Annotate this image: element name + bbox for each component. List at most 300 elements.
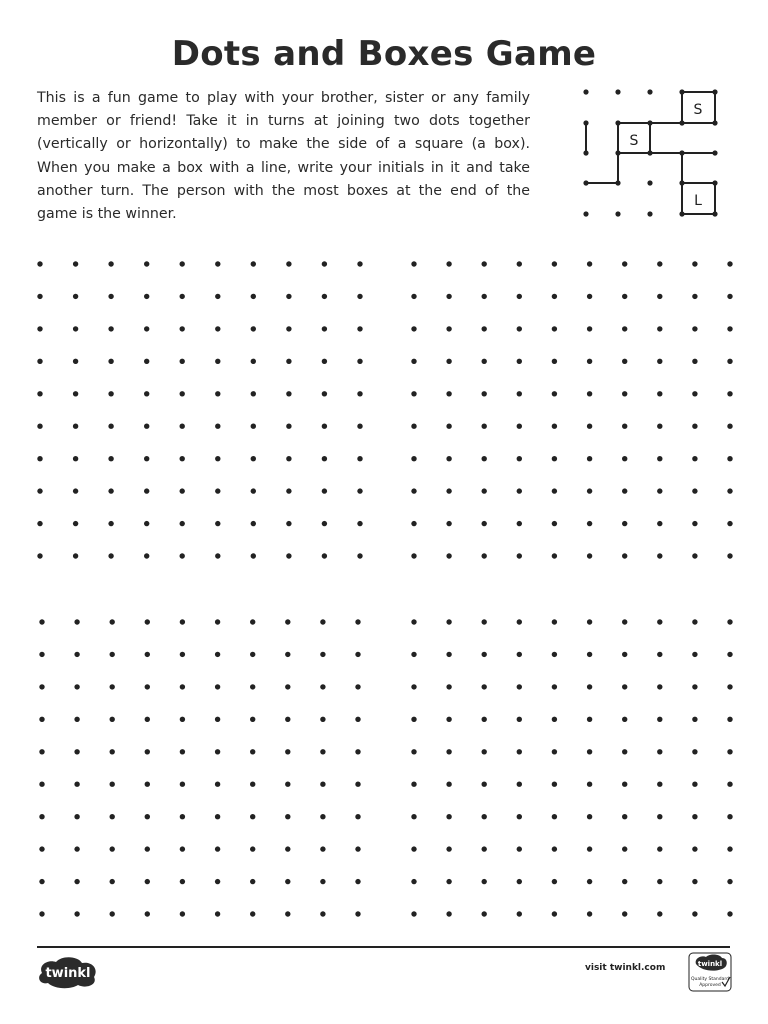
grid-dot[interactable] [482, 359, 487, 364]
grid-dot[interactable] [727, 911, 732, 916]
grid-dot[interactable] [215, 619, 220, 624]
grid-dot[interactable] [180, 879, 185, 884]
grid-dot[interactable] [692, 749, 697, 754]
grid-dot[interactable] [657, 749, 662, 754]
grid-dot[interactable] [74, 814, 79, 819]
grid-dot[interactable] [727, 488, 732, 493]
grid-dot[interactable] [357, 424, 362, 429]
grid-dot[interactable] [657, 553, 662, 558]
grid-dot[interactable] [357, 521, 362, 526]
grid-dot[interactable] [622, 749, 627, 754]
grid-dot[interactable] [108, 391, 113, 396]
grid-dot[interactable] [285, 846, 290, 851]
grid-dot[interactable] [552, 261, 557, 266]
grid-dot[interactable] [108, 553, 113, 558]
grid-dot[interactable] [251, 261, 256, 266]
grid-dot[interactable] [657, 521, 662, 526]
grid-dot[interactable] [215, 684, 220, 689]
grid-dot[interactable] [727, 782, 732, 787]
grid-dot[interactable] [657, 456, 662, 461]
grid-dot[interactable] [411, 488, 416, 493]
grid-dot[interactable] [144, 326, 149, 331]
grid-dot[interactable] [180, 261, 185, 266]
grid-dot[interactable] [482, 294, 487, 299]
grid-dot[interactable] [215, 749, 220, 754]
grid-dot[interactable] [37, 359, 42, 364]
grid-dot[interactable] [552, 814, 557, 819]
grid-dot[interactable] [355, 782, 360, 787]
grid-dot[interactable] [587, 652, 592, 657]
grid-dot[interactable] [482, 261, 487, 266]
grid-dot[interactable] [108, 261, 113, 266]
grid-dot[interactable] [587, 814, 592, 819]
grid-dot[interactable] [251, 391, 256, 396]
grid-dot[interactable] [727, 261, 732, 266]
grid-dot[interactable] [250, 879, 255, 884]
grid-dot[interactable] [251, 521, 256, 526]
grid-dot[interactable] [482, 782, 487, 787]
grid-dot[interactable] [144, 521, 149, 526]
grid-dot[interactable] [39, 782, 44, 787]
grid-dot[interactable] [727, 749, 732, 754]
grid-dot[interactable] [517, 684, 522, 689]
grid-dot[interactable] [74, 846, 79, 851]
grid-dot[interactable] [552, 359, 557, 364]
grid-dot[interactable] [517, 326, 522, 331]
grid-dot[interactable] [74, 717, 79, 722]
grid-dot[interactable] [215, 911, 220, 916]
grid-dot[interactable] [482, 749, 487, 754]
grid-dot[interactable] [657, 846, 662, 851]
grid-dot[interactable] [517, 359, 522, 364]
grid-dot[interactable] [73, 359, 78, 364]
grid-dot[interactable] [74, 782, 79, 787]
grid-dot[interactable] [39, 846, 44, 851]
grid-dot[interactable] [322, 391, 327, 396]
grid-dot[interactable] [692, 488, 697, 493]
grid-dot[interactable] [110, 717, 115, 722]
grid-dot[interactable] [144, 488, 149, 493]
grid-dot[interactable] [145, 619, 150, 624]
grid-dot[interactable] [446, 846, 451, 851]
grid-dot[interactable] [286, 553, 291, 558]
grid-dot[interactable] [74, 619, 79, 624]
grid-dot[interactable] [727, 814, 732, 819]
grid-dot[interactable] [108, 359, 113, 364]
grid-dot[interactable] [552, 879, 557, 884]
grid-dot[interactable] [250, 846, 255, 851]
grid-dot[interactable] [482, 326, 487, 331]
grid-dot[interactable] [482, 391, 487, 396]
grid-dot[interactable] [446, 326, 451, 331]
grid-dot[interactable] [657, 879, 662, 884]
grid-dot[interactable] [108, 456, 113, 461]
grid-dot[interactable] [587, 391, 592, 396]
grid-dot[interactable] [286, 424, 291, 429]
grid-dot[interactable] [73, 456, 78, 461]
grid-dot[interactable] [692, 261, 697, 266]
grid-dot[interactable] [622, 521, 627, 526]
grid-dot[interactable] [108, 294, 113, 299]
grid-dot[interactable] [322, 261, 327, 266]
grid-dot[interactable] [411, 456, 416, 461]
grid-dot[interactable] [517, 391, 522, 396]
grid-dot[interactable] [622, 879, 627, 884]
grid-dot[interactable] [517, 749, 522, 754]
grid-dot[interactable] [180, 846, 185, 851]
grid-dot[interactable] [322, 359, 327, 364]
grid-dot[interactable] [446, 391, 451, 396]
grid-dot[interactable] [73, 391, 78, 396]
grid-dot[interactable] [692, 782, 697, 787]
grid-dot[interactable] [74, 911, 79, 916]
grid-dot[interactable] [110, 814, 115, 819]
grid-dot[interactable] [552, 846, 557, 851]
grid-dot[interactable] [251, 294, 256, 299]
grid-dot[interactable] [727, 521, 732, 526]
grid-dot[interactable] [180, 553, 185, 558]
grid-dot[interactable] [482, 456, 487, 461]
grid-dot[interactable] [517, 879, 522, 884]
grid-dot[interactable] [37, 326, 42, 331]
grid-dot[interactable] [482, 814, 487, 819]
grid-dot[interactable] [727, 326, 732, 331]
grid-dot[interactable] [39, 619, 44, 624]
grid-dot[interactable] [517, 488, 522, 493]
grid-dot[interactable] [517, 521, 522, 526]
grid-dot[interactable] [727, 553, 732, 558]
grid-dot[interactable] [411, 391, 416, 396]
grid-dot[interactable] [482, 717, 487, 722]
grid-dot[interactable] [587, 294, 592, 299]
grid-dot[interactable] [622, 359, 627, 364]
grid-dot[interactable] [355, 846, 360, 851]
grid-dot[interactable] [250, 619, 255, 624]
grid-dot[interactable] [622, 717, 627, 722]
grid-dot[interactable] [411, 749, 416, 754]
grid-dot[interactable] [110, 619, 115, 624]
grid-dot[interactable] [517, 814, 522, 819]
grid-dot[interactable] [251, 424, 256, 429]
grid-dot[interactable] [446, 488, 451, 493]
grid-dot[interactable] [482, 619, 487, 624]
grid-dot[interactable] [145, 814, 150, 819]
grid-dot[interactable] [411, 911, 416, 916]
grid-dot[interactable] [286, 521, 291, 526]
grid-dot[interactable] [39, 879, 44, 884]
grid-dot[interactable] [250, 782, 255, 787]
grid-dot[interactable] [411, 261, 416, 266]
grid-dot[interactable] [322, 326, 327, 331]
grid-dot[interactable] [215, 294, 220, 299]
grid-dot[interactable] [657, 261, 662, 266]
grid-dot[interactable] [692, 619, 697, 624]
grid-dot[interactable] [108, 326, 113, 331]
grid-dot[interactable] [446, 717, 451, 722]
grid-dot[interactable] [110, 782, 115, 787]
grid-dot[interactable] [250, 749, 255, 754]
dot-grid-top-right[interactable] [404, 254, 740, 566]
grid-dot[interactable] [411, 879, 416, 884]
grid-dot[interactable] [286, 294, 291, 299]
grid-dot[interactable] [692, 846, 697, 851]
grid-dot[interactable] [215, 326, 220, 331]
grid-dot[interactable] [357, 456, 362, 461]
grid-dot[interactable] [587, 782, 592, 787]
grid-dot[interactable] [322, 488, 327, 493]
grid-dot[interactable] [357, 326, 362, 331]
grid-dot[interactable] [145, 846, 150, 851]
grid-dot[interactable] [37, 456, 42, 461]
grid-dot[interactable] [727, 879, 732, 884]
grid-dot[interactable] [320, 652, 325, 657]
grid-dot[interactable] [622, 488, 627, 493]
grid-dot[interactable] [446, 424, 451, 429]
grid-dot[interactable] [355, 879, 360, 884]
grid-dot[interactable] [411, 553, 416, 558]
grid-dot[interactable] [37, 521, 42, 526]
grid-dot[interactable] [144, 456, 149, 461]
grid-dot[interactable] [622, 456, 627, 461]
grid-dot[interactable] [286, 261, 291, 266]
grid-dot[interactable] [411, 684, 416, 689]
grid-dot[interactable] [285, 879, 290, 884]
grid-dot[interactable] [727, 684, 732, 689]
grid-dot[interactable] [320, 846, 325, 851]
grid-dot[interactable] [657, 359, 662, 364]
grid-dot[interactable] [692, 456, 697, 461]
grid-dot[interactable] [215, 391, 220, 396]
grid-dot[interactable] [285, 684, 290, 689]
grid-dot[interactable] [180, 294, 185, 299]
grid-dot[interactable] [657, 488, 662, 493]
grid-dot[interactable] [517, 652, 522, 657]
grid-dot[interactable] [692, 652, 697, 657]
grid-dot[interactable] [552, 749, 557, 754]
grid-dot[interactable] [692, 521, 697, 526]
grid-dot[interactable] [517, 294, 522, 299]
grid-dot[interactable] [587, 879, 592, 884]
grid-dot[interactable] [286, 488, 291, 493]
grid-dot[interactable] [180, 782, 185, 787]
grid-dot[interactable] [180, 326, 185, 331]
grid-dot[interactable] [180, 619, 185, 624]
grid-dot[interactable] [285, 814, 290, 819]
grid-dot[interactable] [622, 652, 627, 657]
grid-dot[interactable] [657, 911, 662, 916]
grid-dot[interactable] [250, 814, 255, 819]
grid-dot[interactable] [482, 424, 487, 429]
grid-dot[interactable] [411, 326, 416, 331]
grid-dot[interactable] [215, 261, 220, 266]
grid-dot[interactable] [517, 456, 522, 461]
grid-dot[interactable] [285, 911, 290, 916]
visit-link[interactable]: visit twinkl.com [585, 963, 666, 973]
grid-dot[interactable] [552, 652, 557, 657]
grid-dot[interactable] [73, 424, 78, 429]
grid-dot[interactable] [357, 294, 362, 299]
grid-dot[interactable] [320, 879, 325, 884]
grid-dot[interactable] [355, 684, 360, 689]
grid-dot[interactable] [37, 261, 42, 266]
grid-dot[interactable] [587, 326, 592, 331]
grid-dot[interactable] [145, 879, 150, 884]
grid-dot[interactable] [37, 294, 42, 299]
grid-dot[interactable] [657, 326, 662, 331]
grid-dot[interactable] [145, 652, 150, 657]
grid-dot[interactable] [446, 294, 451, 299]
grid-dot[interactable] [587, 456, 592, 461]
grid-dot[interactable] [446, 359, 451, 364]
grid-dot[interactable] [552, 553, 557, 558]
grid-dot[interactable] [322, 424, 327, 429]
grid-dot[interactable] [215, 782, 220, 787]
grid-dot[interactable] [446, 879, 451, 884]
grid-dot[interactable] [250, 684, 255, 689]
grid-dot[interactable] [39, 652, 44, 657]
grid-dot[interactable] [74, 749, 79, 754]
grid-dot[interactable] [180, 521, 185, 526]
grid-dot[interactable] [110, 749, 115, 754]
grid-dot[interactable] [110, 684, 115, 689]
grid-dot[interactable] [482, 846, 487, 851]
grid-dot[interactable] [587, 684, 592, 689]
grid-dot[interactable] [145, 684, 150, 689]
grid-dot[interactable] [482, 879, 487, 884]
grid-dot[interactable] [215, 424, 220, 429]
grid-dot[interactable] [215, 456, 220, 461]
grid-dot[interactable] [320, 749, 325, 754]
grid-dot[interactable] [622, 911, 627, 916]
dot-grid-bottom-right[interactable] [404, 612, 740, 924]
grid-dot[interactable] [552, 717, 557, 722]
grid-dot[interactable] [108, 424, 113, 429]
grid-dot[interactable] [285, 717, 290, 722]
grid-dot[interactable] [251, 553, 256, 558]
grid-dot[interactable] [285, 652, 290, 657]
grid-dot[interactable] [727, 456, 732, 461]
grid-dot[interactable] [552, 911, 557, 916]
grid-dot[interactable] [355, 619, 360, 624]
grid-dot[interactable] [622, 846, 627, 851]
grid-dot[interactable] [357, 359, 362, 364]
grid-dot[interactable] [657, 391, 662, 396]
grid-dot[interactable] [622, 684, 627, 689]
grid-dot[interactable] [727, 846, 732, 851]
grid-dot[interactable] [215, 814, 220, 819]
grid-dot[interactable] [215, 488, 220, 493]
grid-dot[interactable] [180, 652, 185, 657]
grid-dot[interactable] [411, 424, 416, 429]
grid-dot[interactable] [446, 911, 451, 916]
grid-dot[interactable] [357, 553, 362, 558]
grid-dot[interactable] [622, 294, 627, 299]
grid-dot[interactable] [215, 879, 220, 884]
grid-dot[interactable] [74, 684, 79, 689]
grid-dot[interactable] [39, 684, 44, 689]
grid-dot[interactable] [145, 749, 150, 754]
grid-dot[interactable] [180, 717, 185, 722]
grid-dot[interactable] [657, 717, 662, 722]
grid-dot[interactable] [355, 652, 360, 657]
grid-dot[interactable] [322, 294, 327, 299]
grid-dot[interactable] [727, 359, 732, 364]
grid-dot[interactable] [587, 717, 592, 722]
grid-dot[interactable] [108, 488, 113, 493]
grid-dot[interactable] [692, 294, 697, 299]
grid-dot[interactable] [411, 814, 416, 819]
grid-dot[interactable] [322, 456, 327, 461]
grid-dot[interactable] [692, 391, 697, 396]
grid-dot[interactable] [482, 684, 487, 689]
grid-dot[interactable] [411, 782, 416, 787]
grid-dot[interactable] [250, 911, 255, 916]
grid-dot[interactable] [37, 488, 42, 493]
grid-dot[interactable] [215, 717, 220, 722]
grid-dot[interactable] [692, 911, 697, 916]
grid-dot[interactable] [411, 619, 416, 624]
grid-dot[interactable] [552, 424, 557, 429]
grid-dot[interactable] [251, 359, 256, 364]
grid-dot[interactable] [322, 553, 327, 558]
grid-dot[interactable] [692, 717, 697, 722]
grid-dot[interactable] [144, 359, 149, 364]
grid-dot[interactable] [727, 717, 732, 722]
grid-dot[interactable] [355, 814, 360, 819]
grid-dot[interactable] [517, 619, 522, 624]
grid-dot[interactable] [73, 326, 78, 331]
grid-dot[interactable] [144, 553, 149, 558]
grid-dot[interactable] [39, 911, 44, 916]
grid-dot[interactable] [657, 814, 662, 819]
grid-dot[interactable] [587, 359, 592, 364]
grid-dot[interactable] [587, 619, 592, 624]
grid-dot[interactable] [73, 488, 78, 493]
grid-dot[interactable] [552, 488, 557, 493]
grid-dot[interactable] [482, 652, 487, 657]
grid-dot[interactable] [727, 391, 732, 396]
grid-dot[interactable] [355, 911, 360, 916]
grid-dot[interactable] [587, 424, 592, 429]
grid-dot[interactable] [587, 261, 592, 266]
grid-dot[interactable] [482, 911, 487, 916]
grid-dot[interactable] [657, 684, 662, 689]
grid-dot[interactable] [286, 391, 291, 396]
grid-dot[interactable] [215, 846, 220, 851]
grid-dot[interactable] [517, 717, 522, 722]
grid-dot[interactable] [446, 619, 451, 624]
grid-dot[interactable] [144, 294, 149, 299]
grid-dot[interactable] [517, 782, 522, 787]
grid-dot[interactable] [692, 359, 697, 364]
grid-dot[interactable] [552, 326, 557, 331]
grid-dot[interactable] [110, 652, 115, 657]
grid-dot[interactable] [215, 652, 220, 657]
grid-dot[interactable] [180, 488, 185, 493]
grid-dot[interactable] [411, 521, 416, 526]
grid-dot[interactable] [517, 553, 522, 558]
grid-dot[interactable] [286, 326, 291, 331]
grid-dot[interactable] [587, 521, 592, 526]
grid-dot[interactable] [657, 619, 662, 624]
grid-dot[interactable] [622, 424, 627, 429]
grid-dot[interactable] [446, 456, 451, 461]
grid-dot[interactable] [411, 652, 416, 657]
grid-dot[interactable] [622, 326, 627, 331]
grid-dot[interactable] [622, 814, 627, 819]
grid-dot[interactable] [74, 879, 79, 884]
grid-dot[interactable] [692, 326, 697, 331]
